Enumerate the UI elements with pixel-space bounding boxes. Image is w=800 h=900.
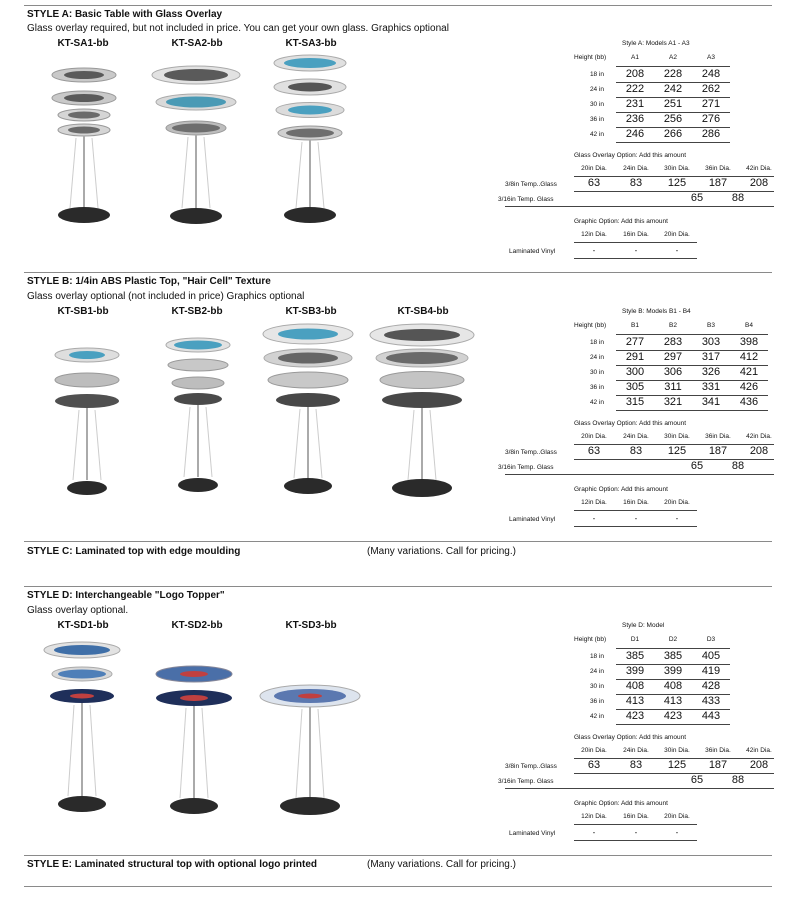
price-cell: 315 — [625, 396, 645, 408]
height-label: 30 in — [589, 101, 605, 108]
price-cell: 433 — [701, 695, 721, 707]
table-rule — [574, 824, 697, 825]
glass-316-label: 3/16in Temp. Glass — [498, 196, 554, 203]
product-image-sb4 — [370, 320, 480, 505]
glass-price-cell: 208 — [749, 445, 769, 457]
model-label: KT-SA2-bb — [171, 38, 223, 49]
glass-price-cell: 187 — [708, 177, 728, 189]
price-cell: 286 — [701, 128, 721, 140]
price-cell: 423 — [625, 710, 645, 722]
section-rule — [24, 855, 772, 856]
height-header: Height (bb) — [574, 54, 607, 61]
column-header: B4 — [745, 322, 753, 329]
price-cell: 428 — [701, 680, 721, 692]
vinyl-label: Laminated Vinyl — [509, 516, 556, 523]
model-label: KT-SB3-bb — [285, 306, 337, 317]
style-b-title: STYLE B: 1/4in ABS Plastic Top, "Hair Cell" Texture — [27, 276, 271, 287]
price-cell: 277 — [625, 336, 645, 348]
price-cell: 305 — [625, 381, 645, 393]
height-label: 42 in — [589, 713, 605, 720]
style-a-subtitle: Glass overlay required, but not included in price. You can get your own glass. Graphics optional — [27, 23, 449, 34]
column-header: B1 — [631, 322, 639, 329]
price-cell: 242 — [663, 83, 683, 95]
glass-price-cell: 187 — [708, 759, 728, 771]
glass-price-cell: 65 — [690, 192, 704, 204]
glass-price-cell: 83 — [629, 445, 643, 457]
style-c-note: (Many variations. Call for pricing.) — [367, 546, 516, 557]
style-d-subtitle: Glass overlay optional. — [27, 605, 129, 616]
glass-dia-header: 20in Dia. — [581, 165, 607, 172]
column-header: D1 — [630, 636, 640, 643]
glass-price-cell: 125 — [667, 177, 687, 189]
price-cell: 413 — [625, 695, 645, 707]
price-cell: 341 — [701, 396, 721, 408]
section-rule — [24, 272, 772, 273]
price-cell: 276 — [701, 113, 721, 125]
table-rule — [574, 840, 697, 841]
glass-38-label: 3/8in Temp..Glass — [505, 763, 557, 770]
vinyl-label: Laminated Vinyl — [509, 248, 556, 255]
glass-price-cell: 208 — [749, 759, 769, 771]
glass-38-label: 3/8in Temp..Glass — [505, 181, 557, 188]
table-rule — [616, 66, 730, 67]
column-header: B2 — [669, 322, 677, 329]
price-cell: 266 — [663, 128, 683, 140]
glass-dia-header: 42in Dia. — [746, 747, 772, 754]
model-label: KT-SB2-bb — [171, 306, 223, 317]
product-image-sb3 — [262, 320, 357, 505]
height-header: Height (bb) — [574, 636, 607, 643]
vinyl-cell: - — [592, 828, 596, 837]
glass-dia-header: 36in Dia. — [705, 433, 731, 440]
model-label: KT-SA3-bb — [285, 38, 337, 49]
price-cell: 231 — [625, 98, 645, 110]
glass-header: Glass Overlay Option: Add this amount — [574, 420, 686, 427]
price-cell: 311 — [664, 381, 682, 393]
vinyl-cell: - — [634, 246, 638, 255]
price-cell: 222 — [625, 83, 645, 95]
style-d-title: STYLE D: Interchangeable "Logo Topper" — [27, 590, 225, 601]
table-rule — [505, 474, 774, 475]
price-cell: 326 — [701, 366, 721, 378]
bottom-rule — [24, 886, 772, 887]
price-cell: 262 — [701, 83, 721, 95]
graphic-dia-header: 12in Dia. — [581, 231, 607, 238]
glass-dia-header: 24in Dia. — [623, 433, 649, 440]
price-cell: 303 — [701, 336, 721, 348]
price-cell: 291 — [625, 351, 645, 363]
glass-dia-header: 20in Dia. — [581, 433, 607, 440]
table-rule — [505, 206, 774, 207]
price-cell: 271 — [701, 98, 721, 110]
table-rule — [616, 648, 730, 649]
product-image-sa3 — [264, 55, 359, 235]
graphic-dia-header: 12in Dia. — [581, 499, 607, 506]
model-label: KT-SD2-bb — [171, 620, 223, 631]
price-cell: 399 — [625, 665, 645, 677]
glass-dia-header: 20in Dia. — [581, 747, 607, 754]
vinyl-cell: - — [675, 246, 679, 255]
table-rule — [616, 334, 768, 335]
glass-price-cell: 83 — [629, 177, 643, 189]
glass-price-cell: 125 — [667, 759, 687, 771]
table-rule — [574, 242, 697, 243]
price-cell: 228 — [663, 68, 683, 80]
price-cell: 321 — [663, 396, 683, 408]
price-cell: 248 — [701, 68, 721, 80]
vinyl-cell: - — [592, 514, 596, 523]
price-cell: 385 — [625, 650, 645, 662]
vinyl-cell: - — [634, 828, 638, 837]
price-cell: 251 — [663, 98, 683, 110]
style-e-title: STYLE E: Laminated structural top with optional logo printed — [27, 859, 317, 870]
glass-38-label: 3/8in Temp..Glass — [505, 449, 557, 456]
glass-price-cell: 63 — [587, 177, 601, 189]
graphic-dia-header: 12in Dia. — [581, 813, 607, 820]
glass-price-cell: 208 — [749, 177, 769, 189]
glass-price-cell: 65 — [690, 460, 704, 472]
column-header: D2 — [668, 636, 678, 643]
product-image-sa1 — [40, 60, 130, 235]
glass-dia-header: 36in Dia. — [705, 747, 731, 754]
price-cell: 408 — [663, 680, 683, 692]
column-header: B3 — [707, 322, 715, 329]
glass-price-cell: 88 — [731, 192, 745, 204]
graphic-header: Graphic Option: Add this amount — [574, 800, 668, 807]
price-cell: 256 — [663, 113, 683, 125]
section-rule — [24, 541, 772, 542]
vinyl-cell: - — [592, 246, 596, 255]
style-a-title: STYLE A: Basic Table with Glass Overlay — [27, 9, 223, 20]
column-header: D3 — [706, 636, 716, 643]
glass-header: Glass Overlay Option: Add this amount — [574, 734, 686, 741]
model-label: KT-SD3-bb — [285, 620, 337, 631]
model-label: KT-SB1-bb — [57, 306, 109, 317]
price-cell: 419 — [701, 665, 721, 677]
style-b-subtitle: Glass overlay optional (not included in price) Graphics optional — [27, 291, 305, 302]
product-image-sd2 — [152, 660, 242, 830]
height-label: 42 in — [589, 131, 605, 138]
top-rule — [24, 5, 772, 6]
glass-price-cell: 63 — [587, 759, 601, 771]
height-label: 36 in — [589, 384, 605, 391]
price-cell: 423 — [663, 710, 683, 722]
product-image-sd1 — [40, 638, 130, 828]
price-cell: 246 — [625, 128, 645, 140]
table-rule — [574, 526, 697, 527]
glass-price-cell: 83 — [629, 759, 643, 771]
price-cell: 385 — [663, 650, 683, 662]
graphic-dia-header: 16in Dia. — [623, 813, 649, 820]
table-rule — [616, 724, 730, 725]
table-rule — [616, 142, 730, 143]
height-header: Height (bb) — [574, 322, 607, 329]
table-title: Style B: Models B1 - B4 — [622, 308, 691, 315]
price-cell: 283 — [663, 336, 683, 348]
glass-price-cell: 65 — [690, 774, 704, 786]
price-cell: 306 — [663, 366, 683, 378]
glass-dia-header: 30in Dia. — [664, 433, 690, 440]
height-label: 30 in — [589, 683, 605, 690]
product-image-sa2 — [150, 60, 245, 235]
height-label: 18 in — [589, 71, 605, 78]
glass-dia-header: 42in Dia. — [746, 165, 772, 172]
graphic-dia-header: 20in Dia. — [664, 499, 690, 506]
price-cell: 443 — [701, 710, 721, 722]
vinyl-cell: - — [675, 828, 679, 837]
price-cell: 413 — [663, 695, 683, 707]
height-label: 18 in — [589, 653, 605, 660]
model-label: KT-SD1-bb — [57, 620, 109, 631]
price-cell: 236 — [625, 113, 645, 125]
section-rule — [24, 586, 772, 587]
table-rule — [616, 410, 768, 411]
graphic-header: Graphic Option: Add this amount — [574, 486, 668, 493]
glass-dia-header: 24in Dia. — [623, 165, 649, 172]
price-cell: 331 — [701, 381, 721, 393]
graphic-dia-header: 16in Dia. — [623, 499, 649, 506]
price-cell: 297 — [663, 351, 683, 363]
glass-header: Glass Overlay Option: Add this amount — [574, 152, 686, 159]
height-label: 24 in — [589, 86, 605, 93]
height-label: 18 in — [589, 339, 605, 346]
style-c-title: STYLE C: Laminated top with edge moulding — [27, 546, 241, 557]
price-cell: 405 — [701, 650, 721, 662]
price-cell: 436 — [739, 396, 759, 408]
price-cell: 426 — [739, 381, 759, 393]
height-label: 36 in — [589, 116, 605, 123]
column-header: A1 — [631, 54, 639, 61]
graphic-dia-header: 16in Dia. — [623, 231, 649, 238]
graphic-header: Graphic Option: Add this amount — [574, 218, 668, 225]
height-label: 30 in — [589, 369, 605, 376]
table-rule — [505, 788, 774, 789]
table-title: Style D: Model — [622, 622, 665, 629]
price-cell: 208 — [625, 68, 645, 80]
product-image-sd3 — [260, 680, 360, 830]
price-cell: 399 — [663, 665, 683, 677]
glass-price-cell: 88 — [731, 774, 745, 786]
glass-price-cell: 187 — [708, 445, 728, 457]
glass-dia-header: 36in Dia. — [705, 165, 731, 172]
glass-price-cell: 125 — [667, 445, 687, 457]
price-cell: 408 — [625, 680, 645, 692]
price-cell: 300 — [625, 366, 645, 378]
style-e-note: (Many variations. Call for pricing.) — [367, 859, 516, 870]
glass-316-label: 3/16in Temp. Glass — [498, 778, 554, 785]
glass-dia-header: 30in Dia. — [664, 747, 690, 754]
vinyl-cell: - — [634, 514, 638, 523]
vinyl-label: Laminated Vinyl — [509, 830, 556, 837]
glass-dia-header: 30in Dia. — [664, 165, 690, 172]
height-label: 36 in — [589, 698, 605, 705]
column-header: A3 — [707, 54, 715, 61]
price-cell: 317 — [701, 351, 721, 363]
column-header: A2 — [669, 54, 677, 61]
glass-dia-header: 24in Dia. — [623, 747, 649, 754]
price-cell: 421 — [739, 366, 759, 378]
model-label: KT-SA1-bb — [57, 38, 109, 49]
table-title: Style A: Models A1 - A3 — [622, 40, 690, 47]
glass-dia-header: 42in Dia. — [746, 433, 772, 440]
table-rule — [574, 510, 697, 511]
price-cell: 412 — [739, 351, 759, 363]
height-label: 42 in — [589, 399, 605, 406]
vinyl-cell: - — [675, 514, 679, 523]
glass-price-cell: 88 — [731, 460, 745, 472]
model-label: KT-SB4-bb — [397, 306, 449, 317]
price-cell: 398 — [739, 336, 759, 348]
product-image-sb2 — [158, 335, 248, 505]
graphic-dia-header: 20in Dia. — [664, 813, 690, 820]
glass-316-label: 3/16in Temp. Glass — [498, 464, 554, 471]
graphic-dia-header: 20in Dia. — [664, 231, 690, 238]
height-label: 24 in — [589, 668, 605, 675]
height-label: 24 in — [589, 354, 605, 361]
product-image-sb1 — [45, 340, 135, 505]
table-rule — [574, 258, 697, 259]
glass-price-cell: 63 — [587, 445, 601, 457]
